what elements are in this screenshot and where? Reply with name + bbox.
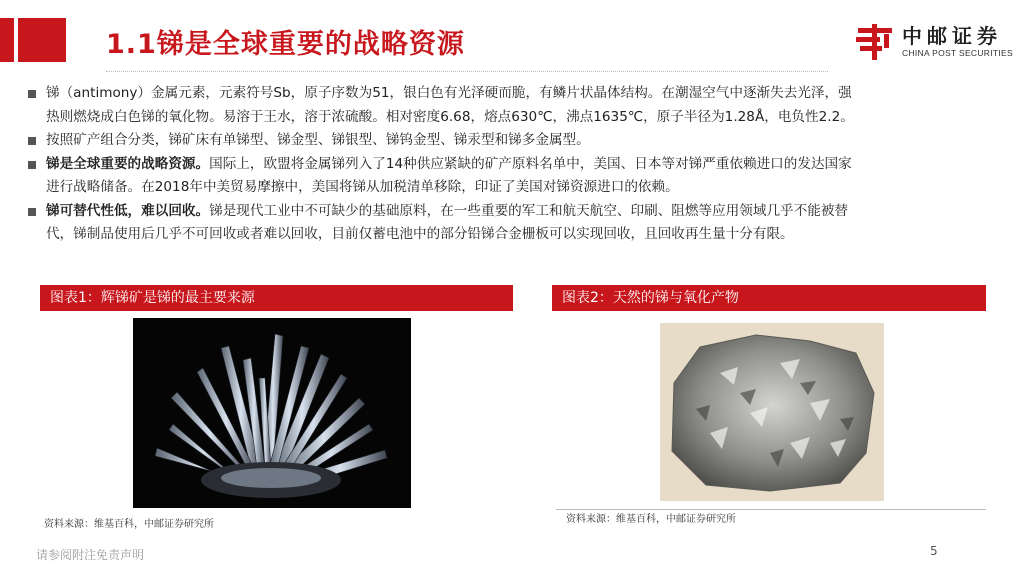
figure2-source: 资料来源：维基百科，中邮证券研究所 xyxy=(566,514,736,525)
logo-english-name: CHINA POST SECURITIES xyxy=(902,48,1013,58)
page-title: 1.1锑是全球重要的战略资源 xyxy=(106,29,465,60)
bullet-bold-lead: 锑可替代性低，难以回收。 xyxy=(46,202,210,219)
bullet-list xyxy=(28,82,998,247)
bullet-square-icon xyxy=(28,137,36,145)
logo-chinese-name: 中邮证券 xyxy=(902,24,1002,48)
bullet-text-line: 热则燃烧成白色锑的氧化物。易溶于王水，溶于浓硫酸。相对密度6.68，熔点630℃，沸点1635℃，原子半径为1.28Å，电负性2.2。 xyxy=(46,108,854,125)
bullet-text-line: 按照矿产组合分类，锑矿床有单锑型、锑金型、锑银型、锑钨金型、锑汞型和锑多金属型。 xyxy=(46,132,590,148)
bullet-square-icon xyxy=(28,161,36,169)
bullet-item xyxy=(28,200,998,247)
bullet-text-line: 国际上，欧盟将金属锑列入了14种供应紧缺的矿产原料名单中，美国、日本等对锑严重依赖进口的发达国家 xyxy=(209,155,852,172)
bullet-square-icon xyxy=(28,90,36,98)
bullet-text-line: 代，锑制品使用后几乎不可回收或者难以回收，目前仅蓄电池中的部分铅锑合金栅板可以实现回收，且回收再生量十分有限。 xyxy=(46,226,794,242)
figure2-title: 图表2：天然的锑与氧化产物 xyxy=(552,285,986,311)
bullet-text-line: 锑（antimony）金属元素，元素符号Sb，原子序数为51，银白色有光泽硬而脆，有鳞片状晶体结构。在潮湿空气中逐渐失去光泽，强 xyxy=(46,85,852,101)
native-antimony-image xyxy=(660,323,884,501)
china-post-logo-icon xyxy=(854,22,896,62)
stibnite-crystal-image xyxy=(133,318,411,508)
bullet-item xyxy=(28,153,998,200)
company-logo xyxy=(854,20,1014,66)
page-number: 5 xyxy=(930,544,938,558)
bullet-square-icon xyxy=(28,208,36,216)
header-accent-block xyxy=(18,18,66,62)
figure1-title: 图表1：辉锑矿是锑的最主要来源 xyxy=(40,285,513,311)
figure1-source: 资料来源：维基百科，中邮证券研究所 xyxy=(44,519,214,530)
bullet-text-line: 进行战略储备。在2018年中美贸易摩擦中，美国将锑从加税清单移除，印证了美国对锑资源进口的依赖。 xyxy=(46,179,679,195)
bullet-item xyxy=(28,82,998,129)
bullet-item xyxy=(28,129,998,153)
title-underline xyxy=(106,71,828,72)
bullet-text-line: 锑是现代工业中不可缺少的基础原料，在一些重要的军工和航天航空、印刷、阻燃等应用领域几乎不能被替 xyxy=(209,202,849,219)
bullet-bold-lead: 锑是全球重要的战略资源。 xyxy=(46,155,210,172)
footer-disclaimer: 请参阅附注免责声明 xyxy=(36,548,145,562)
header-accent-bar xyxy=(0,18,14,62)
